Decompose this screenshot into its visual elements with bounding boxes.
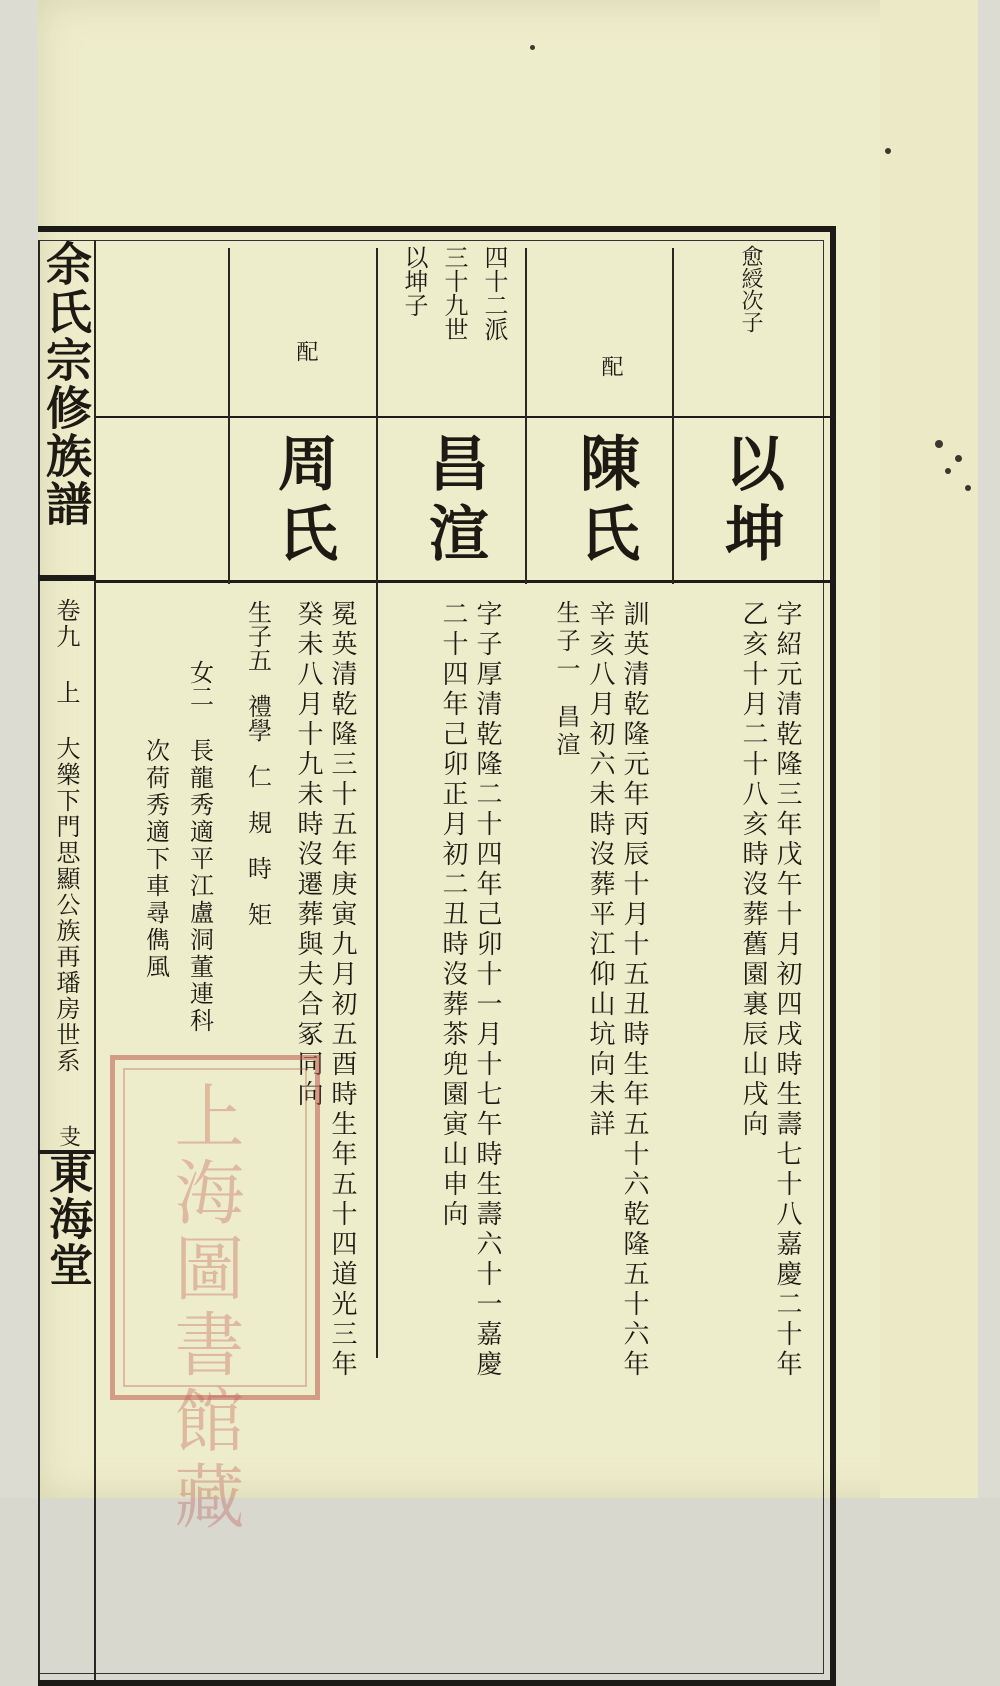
col2-name: 陳氏 <box>570 432 640 572</box>
ink-speck <box>955 455 962 462</box>
header-rule <box>96 416 836 418</box>
col3-record: 字子厚清乾隆二十四年己卯十一月十七午時生壽六十一嘉慶 二十四年己卯正月初二丑時沒葬茶兜園寅山申向 <box>438 600 502 1380</box>
col1-head: 愈綬次子 <box>738 245 763 333</box>
col2-record: 訓英清乾隆元年丙辰十月十五丑時生年五十六乾隆五十六年 辛亥八月初六未時沒葬平江仰山坑向未詳 生子一 昌渲 <box>552 600 649 1380</box>
col4-daughter-1: 長龍秀適平江盧洞董連科 <box>185 738 214 1035</box>
library-seal: 上海圖書館藏 <box>110 1055 320 1400</box>
hall-name: 東海堂 <box>41 1150 92 1288</box>
col1-record: 字紹元清乾隆三年戊午十月初四戌時生壽七十八嘉慶二十年 乙亥十月二十八亥時沒葬舊園裏辰山戌向 <box>738 600 802 1380</box>
col4-daughters-label: 女二 <box>185 660 214 708</box>
column-divider-3 <box>376 248 378 1358</box>
volume-caption: 卷九 上 大樂下門思顯公族再璠房世系 <box>52 598 80 1074</box>
column-divider-4 <box>228 248 230 584</box>
ink-speck <box>530 45 535 50</box>
right-margin <box>880 0 978 1498</box>
col4-record: 冕英清乾隆三十五年庚寅九月初五酉時生年五十四道光三年 癸未八月十九未時沒遷葬與夫合冢同向 <box>293 600 357 1380</box>
ink-speck <box>965 485 971 491</box>
ink-speck <box>885 148 891 154</box>
column-divider-2 <box>525 248 527 584</box>
col4-daughter-2: 次荷秀適下車尋儁風 <box>141 738 170 981</box>
page-number: 叏 <box>55 1125 81 1147</box>
col1-name: 以坤 <box>715 432 785 572</box>
col3-name: 昌渲 <box>419 432 489 572</box>
col4-name: 周氏 <box>268 432 338 572</box>
banner-line-right <box>94 240 96 1680</box>
ink-speck <box>935 440 943 448</box>
col4-sons: 生子五 禮學 仁 規 時 矩 <box>243 600 272 926</box>
book-title: 余氏宗修族譜 <box>39 240 93 528</box>
col3-head: 四十二派 三十九世 以坤子 <box>400 245 508 341</box>
col2-head: 配 <box>598 355 623 377</box>
col4-head: 配 <box>293 340 318 362</box>
ink-speck <box>945 468 951 474</box>
banner-divider-1 <box>38 575 96 581</box>
